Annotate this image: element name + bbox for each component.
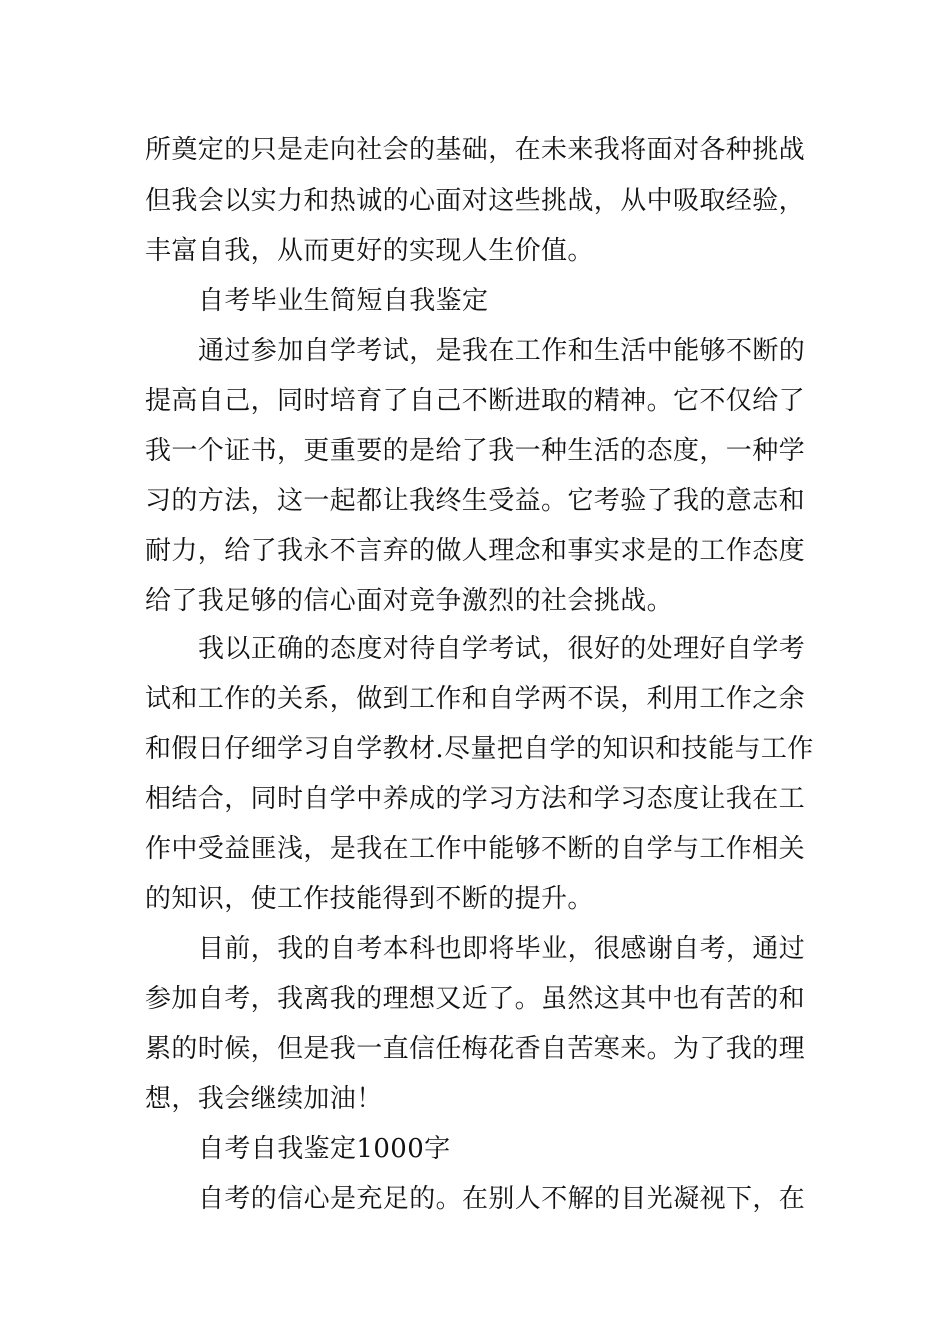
text-line: 的知识，使工作技能得到不断的提升。 (145, 884, 594, 914)
text-line: 所奠定的只是走向社会的基础，在未来我将面对各种挑战 (145, 135, 806, 165)
text-line: 提高自己，同时培育了自己不断进取的精神。它不仅给了 (145, 386, 806, 416)
paragraph-first-line: 通过参加自学考试，是我在工作和生活中能够不断的 (198, 336, 806, 366)
text-line: 和假日仔细学习自学教材.尽量把自学的知识和技能与工作 (145, 734, 814, 764)
text-line: 习的方法，这一起都让我终生受益。它考验了我的意志和 (145, 486, 806, 516)
text-line: 想，我会继续加油！ (145, 1084, 383, 1114)
text-line: 但我会以实力和热诚的心面对这些挑战，从中吸取经验， (145, 186, 806, 216)
text-line: 耐力，给了我永不言弃的做人理念和事实求是的工作态度 (145, 536, 806, 566)
paragraph-first-line: 我以正确的态度对待自学考试，很好的处理好自学考 (198, 634, 806, 664)
text-line: 参加自考，我离我的理想又近了。虽然这其中也有苦的和 (145, 984, 806, 1014)
text-line: 试和工作的关系，做到工作和自学两不误，利用工作之余 (145, 684, 806, 714)
paragraph-first-line: 自考的信心是充足的。在别人不解的目光凝视下，在 (198, 1184, 806, 1214)
text-line: 相结合，同时自学中养成的学习方法和学习态度让我在工 (145, 784, 806, 814)
text-line: 累的时候，但是我一直信任梅花香自苦寒来。为了我的理 (145, 1034, 806, 1064)
text-line: 作中受益匪浅，是我在工作中能够不断的自学与工作相关 (145, 834, 806, 864)
section-heading: 自考毕业生简短自我鉴定 (198, 286, 489, 316)
text-line: 给了我足够的信心面对竞争激烈的社会挑战。 (145, 586, 674, 616)
text-line: 我一个证书，更重要的是给了我一种生活的态度，一种学 (145, 436, 806, 466)
text-line: 丰富自我，从而更好的实现人生价值。 (145, 236, 594, 266)
section-heading: 自考自我鉴定1000字 (198, 1134, 451, 1164)
paragraph-first-line: 目前，我的自考本科也即将毕业，很感谢自考，通过 (198, 934, 806, 964)
